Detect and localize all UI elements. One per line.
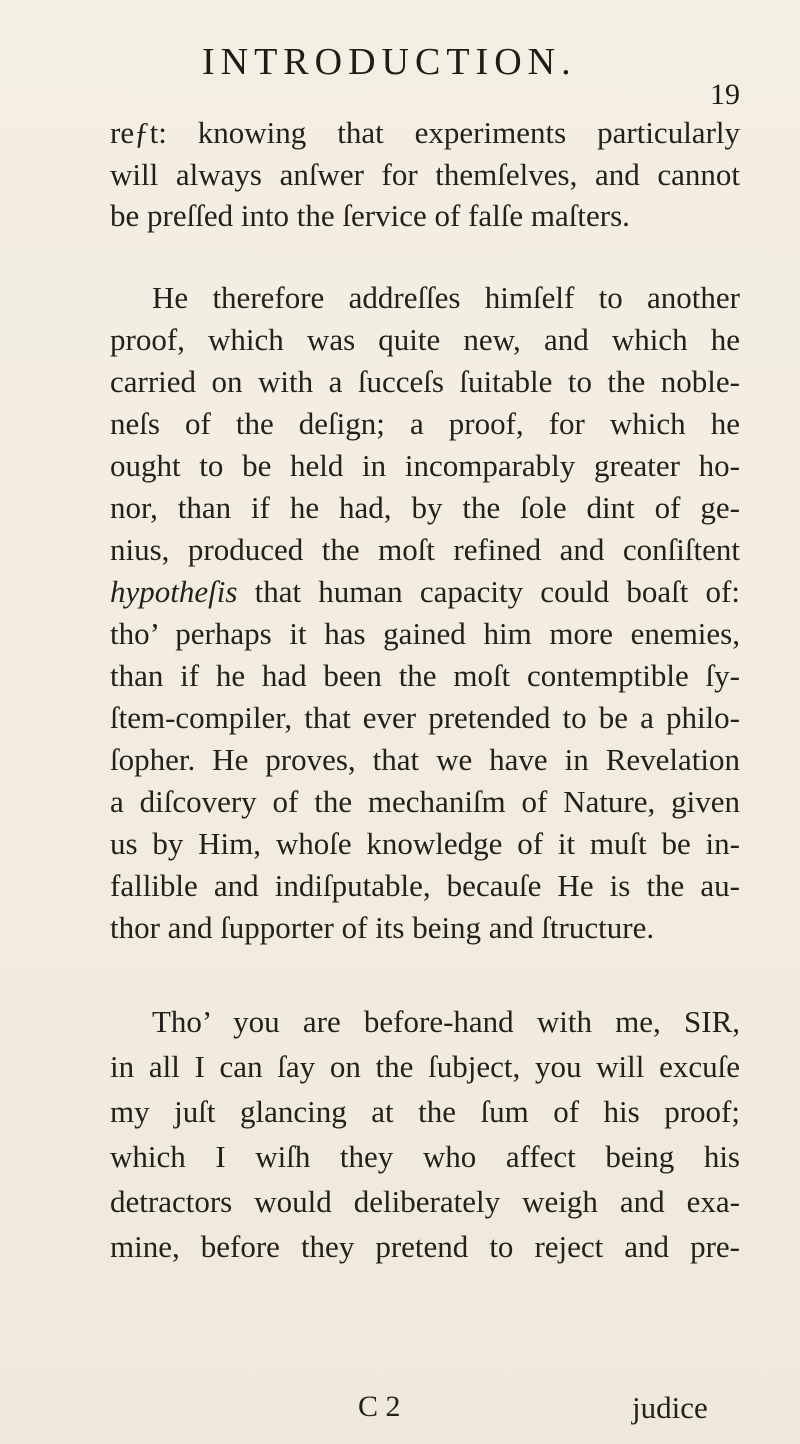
text-line: ought to be held in incomparably greater ho-: [110, 448, 740, 483]
text-line: ſtem-compiler, that ever pretended to be a philo-: [110, 700, 740, 735]
text-line: mine, before they pretend to reject and pre-: [110, 1229, 740, 1264]
text-line: be preſſed into the ſervice of falſe maſters.: [110, 198, 630, 233]
text-line: carried on with a ſucceſs ſuitable to the noble-: [110, 364, 740, 399]
text-line: nius, produced the moſt refined and conſiſtent: [110, 532, 740, 567]
text-line: nor, than if he had, by the ſole dint of ge-: [110, 490, 740, 525]
text-line: neſs of the deſign; a proof, for which he: [110, 406, 740, 441]
catchword: judice: [632, 1390, 708, 1425]
text-line: detractors would deliberately weigh and exa-: [110, 1184, 740, 1219]
running-title: INTRODUCTION.: [202, 41, 577, 83]
page-number: 19: [710, 78, 740, 111]
text-line: will always anſwer for themſelves, and cannot: [110, 157, 740, 192]
text-line: than if he had been the moſt contemptible ſy-: [110, 658, 740, 693]
text-line: tho’ perhaps it has gained him more enemies,: [110, 616, 740, 651]
line-remainder: that human capacity could boaſt of:: [237, 574, 740, 609]
signature-mark: C 2: [358, 1390, 401, 1423]
text-line: reƒt: knowing that experiments particularly: [110, 115, 740, 150]
text-line: ſopher. He proves, that we have in Revelation: [110, 742, 740, 777]
text-line: thor and ſupporter of its being and ſtructure.: [110, 910, 655, 945]
text-line: which I wiſh they who affect being his: [110, 1139, 740, 1174]
text-line: us by Him, whoſe knowledge of it muſt be in-: [110, 826, 740, 861]
text-line: fallible and indiſputable, becauſe He is the au-: [110, 868, 740, 903]
text-line: a diſcovery of the mechaniſm of Nature, given: [110, 784, 740, 819]
text-line: my juſt glancing at the ſum of his proof;: [110, 1094, 740, 1129]
text-line: proof, which was quite new, and which he: [110, 322, 740, 357]
text-line: in all I can ſay on the ſubject, you will excuſe: [110, 1049, 740, 1084]
italic-word: hypotheſis: [110, 574, 238, 609]
text-line: He therefore addreſſes himſelf to another: [152, 280, 740, 315]
text-line: Tho’ you are before-hand with me, SIR,: [152, 1004, 740, 1039]
text-line-with-italic: [110, 574, 740, 610]
